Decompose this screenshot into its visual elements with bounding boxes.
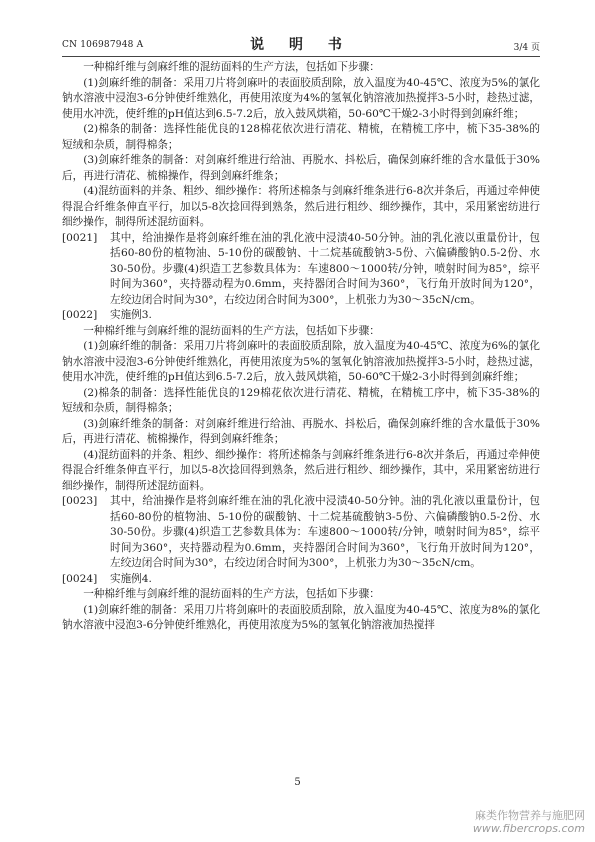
patent-number: CN 106987948 A <box>62 40 144 50</box>
document-body <box>62 60 540 634</box>
paragraph: (1)剑麻纤维的制备：采用刀片将剑麻叶的表面胶质刮除，放入温度为40-45℃、浓度为8%的氯化钠水溶液中浸泡3-6分钟使纤维熟化，再使用浓度为5%的氢氧化钠溶液加热搅拌 <box>62 603 540 631</box>
page-number: 5 <box>294 777 301 788</box>
page-indicator: 3/4 页 <box>513 43 540 53</box>
numbered-paragraph <box>62 308 540 324</box>
watermark-url: www.fibercrops.com <box>472 822 585 835</box>
document-title: 说 明 书 <box>250 37 352 53</box>
paragraph-number: [0022] <box>62 309 98 321</box>
numbered-paragraph <box>62 231 540 309</box>
paragraph: 一种棉纤维与剑麻纤维的混纺面料的生产方法，包括如下步骤： <box>83 588 380 600</box>
page-header <box>62 34 540 56</box>
paragraph: (2)棉条的制备：选择性能优良的128棉花依次进行清花、精梳，在精梳工序中，梳下35-38%的短绒和杂质，制得棉条； <box>62 123 540 151</box>
paragraph: (1)剑麻纤维的制备：采用刀片将剑麻叶的表面胶质刮除，放入温度为40-45℃、浓度为6%的氯化钠水溶液中浸泡3-6分钟使纤维熟化，再使用浓度为5%的氢氧化钠溶液加热搅拌3-5小时，趁热过滤，使用水冲洗，使纤维的pH值达到6.5-7.2后，放入鼓风烘箱，50-60℃干燥2-3小时得到剑麻纤维； <box>62 340 540 383</box>
paragraph-number: [0021] <box>62 231 98 244</box>
paragraph-text: 其中，给油操作是将剑麻纤维在油的乳化液中浸渍40-50分钟。油的乳化液以重量份计，包括60-80份的植物油、5-10份的碳酸钠、十二烷基硫酸钠3-5份、六偏磷酸钠0.5-2份、水30-50份。步骤(4)织造工艺参数具体为：车速800～1000转/分钟，喷射时间为85°，综平时间为360°，夹持器动程为0.6mm，夹持器闭合时间为360°，飞行角开放时间为120°，左绞边闭合时间为30°，右绞边闭合时间为300°，上机张力为30～35cN/cm。 <box>110 495 540 569</box>
paragraph-text: 实施例4. <box>110 572 152 585</box>
numbered-paragraph <box>62 572 540 588</box>
paragraph-number: [0024] <box>62 572 98 585</box>
numbered-paragraph <box>62 494 540 572</box>
paragraph: (1)剑麻纤维的制备：采用刀片将剑麻叶的表面胶质刮除，放入温度为40-45℃、浓度为5%的氯化钠水溶液中浸泡3-6分钟使纤维熟化，再使用浓度为4%的氢氧化钠溶液加热搅拌3-5小时，趁热过滤，使用水冲洗，使纤维的pH值达到6.5-7.2后，放入鼓风烘箱，50-60℃干燥2-3小时得到剑麻纤维； <box>62 76 540 120</box>
paragraph: (3)剑麻纤维条的制备：对剑麻纤维进行给油、再脱水、抖松后，确保剑麻纤维的含水量低于30%后，再进行清花、梳棉操作，得到剑麻纤维条； <box>62 417 540 445</box>
header-rule <box>62 56 540 57</box>
paragraph-text: 其中，给油操作是将剑麻纤维在油的乳化液中浸渍40-50分钟。油的乳化液以重量份计，包括60-80份的植物油、5-10份的碳酸钠、十二烷基硫酸钠3-5份、六偏磷酸钠0.5-2份、水30-50份。步骤(4)织造工艺参数具体为：车速800～1000转/分钟，喷射时间为85°，综平时间为360°，夹持器动程为0.6mm，夹持器闭合时间为360°，飞行角开放时间为120°，左绞边闭合时间为30°，右绞边闭合时间为300°，上机张力为30～35cN/cm。 <box>110 231 540 306</box>
paragraph-number: [0023] <box>62 495 98 507</box>
paragraph-text: 实施例3. <box>110 309 152 321</box>
paragraph: (4)混纺面料的并条、粗纱、细纱操作：将所述棉条与剑麻纤维条进行6-8次并条后，再通过牵伸使得混合纤维条伸直平行，加以5-8次捻回得到熟条，然后进行粗纱、细纱操作，其中，采用紧密纺进行细纱操作，制得所述混纺面料。 <box>62 448 540 492</box>
paragraph: (2)棉条的制备：选择性能优良的129棉花依次进行清花、精梳，在精梳工序中，梳下35-38%的短绒和杂质，制得棉条； <box>62 386 540 414</box>
paragraph: 一种棉纤维与剑麻纤维的混纺面料的生产方法，包括如下步骤： <box>83 61 380 73</box>
paragraph: (4)混纺面料的并条、粗纱、细纱操作：将所述棉条与剑麻纤维条进行6-8次并条后，再通过牵伸使得混合纤维条伸直平行，加以5-8次捻回得到熟条，然后进行粗纱、细纱操作，其中，采用紧密纺进行细纱操作，制得所述混纺面料。 <box>62 185 540 228</box>
paragraph: 一种棉纤维与剑麻纤维的混纺面料的生产方法，包括如下步骤： <box>83 324 380 337</box>
watermark-site-name: 麻类作物营养与施肥网 <box>475 809 585 822</box>
paragraph: (3)剑麻纤维条的制备：对剑麻纤维进行给油、再脱水、抖松后，确保剑麻纤维的含水量低于30%后，再进行清花、梳棉操作，得到剑麻纤维条； <box>62 154 540 182</box>
